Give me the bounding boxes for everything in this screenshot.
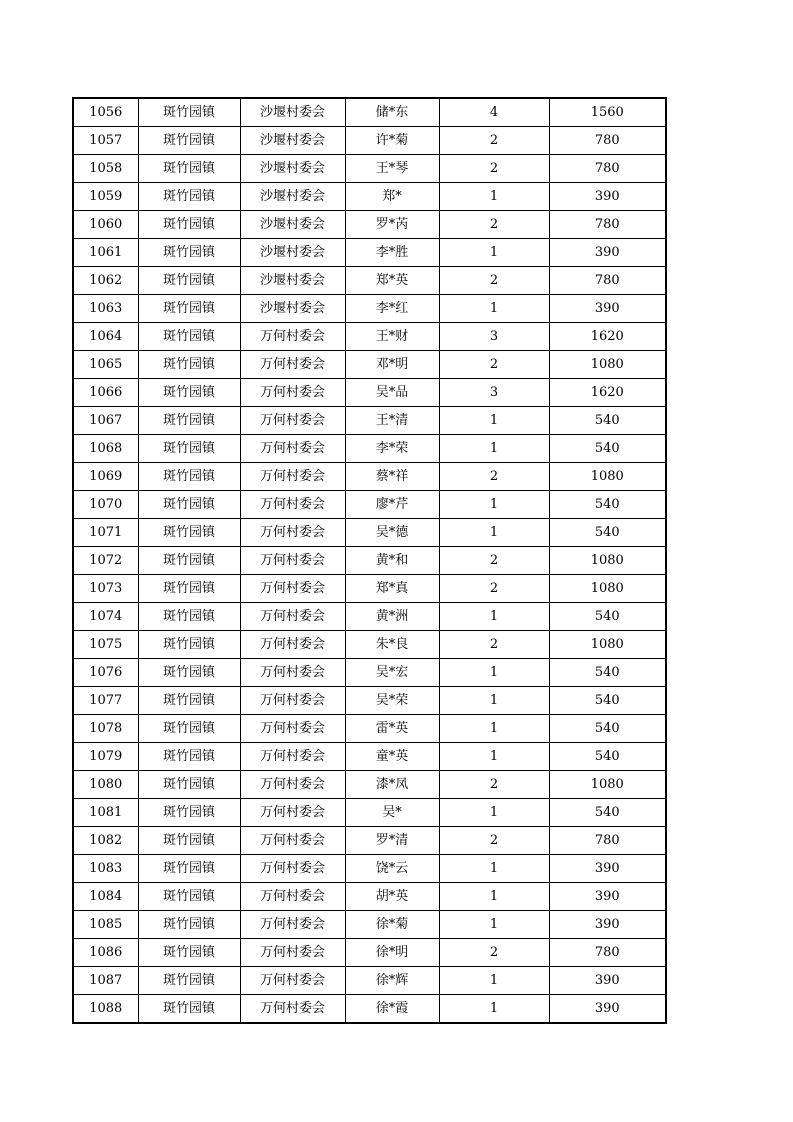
- count-cell: 1: [439, 603, 549, 631]
- record-number-cell: 1064: [73, 323, 138, 351]
- name-cell: 胡*英: [345, 883, 439, 911]
- amount-cell: 780: [549, 267, 666, 295]
- count-cell: 1: [439, 743, 549, 771]
- count-cell: 1: [439, 519, 549, 547]
- name-cell: 李*荣: [345, 435, 439, 463]
- amount-cell: 780: [549, 939, 666, 967]
- amount-cell: 540: [549, 715, 666, 743]
- village-committee-cell: 沙堰村委会: [240, 239, 345, 267]
- amount-cell: 390: [549, 295, 666, 323]
- village-committee-cell: 万何村委会: [240, 687, 345, 715]
- name-cell: 黄*洲: [345, 603, 439, 631]
- amount-cell: 540: [549, 799, 666, 827]
- name-cell: 李*红: [345, 295, 439, 323]
- village-committee-cell: 万何村委会: [240, 603, 345, 631]
- village-committee-cell: 万何村委会: [240, 939, 345, 967]
- town-cell: 斑竹园镇: [138, 155, 240, 183]
- record-number-cell: 1056: [73, 98, 138, 127]
- town-cell: 斑竹园镇: [138, 351, 240, 379]
- town-cell: 斑竹园镇: [138, 799, 240, 827]
- count-cell: 2: [439, 771, 549, 799]
- name-cell: 蔡*祥: [345, 463, 439, 491]
- amount-cell: 540: [549, 603, 666, 631]
- record-number-cell: 1077: [73, 687, 138, 715]
- village-committee-cell: 沙堰村委会: [240, 98, 345, 127]
- town-cell: 斑竹园镇: [138, 827, 240, 855]
- town-cell: 斑竹园镇: [138, 127, 240, 155]
- amount-cell: 780: [549, 155, 666, 183]
- amount-cell: 1080: [549, 547, 666, 575]
- town-cell: 斑竹园镇: [138, 939, 240, 967]
- table-row: [73, 827, 666, 855]
- record-number-cell: 1088: [73, 995, 138, 1024]
- village-committee-cell: 万何村委会: [240, 575, 345, 603]
- village-committee-cell: 万何村委会: [240, 435, 345, 463]
- town-cell: 斑竹园镇: [138, 463, 240, 491]
- record-number-cell: 1084: [73, 883, 138, 911]
- amount-cell: 390: [549, 183, 666, 211]
- name-cell: 廖*芹: [345, 491, 439, 519]
- amount-cell: 540: [549, 519, 666, 547]
- amount-cell: 540: [549, 687, 666, 715]
- table-row: [73, 575, 666, 603]
- town-cell: 斑竹园镇: [138, 911, 240, 939]
- table-body: [73, 98, 666, 1023]
- table-row: [73, 631, 666, 659]
- count-cell: 1: [439, 855, 549, 883]
- table-row: [73, 939, 666, 967]
- table-row: [73, 771, 666, 799]
- table-row: [73, 995, 666, 1024]
- town-cell: 斑竹园镇: [138, 295, 240, 323]
- village-committee-cell: 沙堰村委会: [240, 267, 345, 295]
- count-cell: 1: [439, 799, 549, 827]
- village-committee-cell: 万何村委会: [240, 463, 345, 491]
- name-cell: 罗*芮: [345, 211, 439, 239]
- name-cell: 邓*明: [345, 351, 439, 379]
- table-row: [73, 967, 666, 995]
- table-row: [73, 911, 666, 939]
- record-number-cell: 1068: [73, 435, 138, 463]
- town-cell: 斑竹园镇: [138, 659, 240, 687]
- table-row: [73, 519, 666, 547]
- count-cell: 2: [439, 155, 549, 183]
- town-cell: 斑竹园镇: [138, 771, 240, 799]
- record-number-cell: 1067: [73, 407, 138, 435]
- name-cell: 郑*真: [345, 575, 439, 603]
- data-table: [72, 97, 667, 1024]
- village-committee-cell: 万何村委会: [240, 967, 345, 995]
- amount-cell: 1620: [549, 323, 666, 351]
- village-committee-cell: 万何村委会: [240, 519, 345, 547]
- town-cell: 斑竹园镇: [138, 239, 240, 267]
- count-cell: 4: [439, 98, 549, 127]
- count-cell: 1: [439, 883, 549, 911]
- count-cell: 2: [439, 631, 549, 659]
- name-cell: 漆*凤: [345, 771, 439, 799]
- town-cell: 斑竹园镇: [138, 211, 240, 239]
- table-row: [73, 211, 666, 239]
- table-row: [73, 715, 666, 743]
- amount-cell: 390: [549, 239, 666, 267]
- count-cell: 1: [439, 295, 549, 323]
- town-cell: 斑竹园镇: [138, 547, 240, 575]
- amount-cell: 390: [549, 967, 666, 995]
- amount-cell: 540: [549, 743, 666, 771]
- record-number-cell: 1081: [73, 799, 138, 827]
- record-number-cell: 1080: [73, 771, 138, 799]
- village-committee-cell: 万何村委会: [240, 743, 345, 771]
- town-cell: 斑竹园镇: [138, 995, 240, 1024]
- name-cell: 雷*英: [345, 715, 439, 743]
- name-cell: 郑*英: [345, 267, 439, 295]
- table-row: [73, 379, 666, 407]
- table-row: [73, 323, 666, 351]
- village-committee-cell: 万何村委会: [240, 491, 345, 519]
- record-number-cell: 1082: [73, 827, 138, 855]
- amount-cell: 1080: [549, 463, 666, 491]
- name-cell: 李*胜: [345, 239, 439, 267]
- town-cell: 斑竹园镇: [138, 967, 240, 995]
- table-row: [73, 351, 666, 379]
- record-number-cell: 1071: [73, 519, 138, 547]
- name-cell: 罗*清: [345, 827, 439, 855]
- name-cell: 许*菊: [345, 127, 439, 155]
- count-cell: 3: [439, 379, 549, 407]
- village-committee-cell: 沙堰村委会: [240, 211, 345, 239]
- count-cell: 1: [439, 911, 549, 939]
- village-committee-cell: 万何村委会: [240, 351, 345, 379]
- village-committee-cell: 万何村委会: [240, 631, 345, 659]
- name-cell: 吴*品: [345, 379, 439, 407]
- village-committee-cell: 万何村委会: [240, 407, 345, 435]
- record-number-cell: 1061: [73, 239, 138, 267]
- town-cell: 斑竹园镇: [138, 631, 240, 659]
- name-cell: 徐*霞: [345, 995, 439, 1024]
- amount-cell: 390: [549, 911, 666, 939]
- village-committee-cell: 万何村委会: [240, 323, 345, 351]
- record-number-cell: 1059: [73, 183, 138, 211]
- record-number-cell: 1083: [73, 855, 138, 883]
- name-cell: 吴*: [345, 799, 439, 827]
- name-cell: 王*琴: [345, 155, 439, 183]
- town-cell: 斑竹园镇: [138, 267, 240, 295]
- name-cell: 储*东: [345, 98, 439, 127]
- name-cell: 徐*明: [345, 939, 439, 967]
- amount-cell: 1080: [549, 351, 666, 379]
- town-cell: 斑竹园镇: [138, 407, 240, 435]
- record-number-cell: 1086: [73, 939, 138, 967]
- table-row: [73, 407, 666, 435]
- record-number-cell: 1076: [73, 659, 138, 687]
- record-number-cell: 1065: [73, 351, 138, 379]
- town-cell: 斑竹园镇: [138, 183, 240, 211]
- amount-cell: 1080: [549, 575, 666, 603]
- village-committee-cell: 沙堰村委会: [240, 127, 345, 155]
- table-row: [73, 239, 666, 267]
- name-cell: 吴*德: [345, 519, 439, 547]
- amount-cell: 1620: [549, 379, 666, 407]
- count-cell: 2: [439, 267, 549, 295]
- count-cell: 1: [439, 715, 549, 743]
- amount-cell: 540: [549, 407, 666, 435]
- village-committee-cell: 万何村委会: [240, 883, 345, 911]
- name-cell: 黄*和: [345, 547, 439, 575]
- table-row: [73, 295, 666, 323]
- table-row: [73, 883, 666, 911]
- table-row: [73, 155, 666, 183]
- amount-cell: 780: [549, 211, 666, 239]
- town-cell: 斑竹园镇: [138, 519, 240, 547]
- amount-cell: 1560: [549, 98, 666, 127]
- record-number-cell: 1070: [73, 491, 138, 519]
- name-cell: 吴*宏: [345, 659, 439, 687]
- table-row: [73, 687, 666, 715]
- table-row: [73, 547, 666, 575]
- table-row: [73, 463, 666, 491]
- village-committee-cell: 万何村委会: [240, 911, 345, 939]
- town-cell: 斑竹园镇: [138, 687, 240, 715]
- village-committee-cell: 万何村委会: [240, 855, 345, 883]
- amount-cell: 540: [549, 659, 666, 687]
- record-number-cell: 1073: [73, 575, 138, 603]
- town-cell: 斑竹园镇: [138, 743, 240, 771]
- town-cell: 斑竹园镇: [138, 379, 240, 407]
- name-cell: 吴*荣: [345, 687, 439, 715]
- record-number-cell: 1072: [73, 547, 138, 575]
- village-committee-cell: 万何村委会: [240, 379, 345, 407]
- record-number-cell: 1058: [73, 155, 138, 183]
- table-row: [73, 98, 666, 127]
- table-row: [73, 603, 666, 631]
- town-cell: 斑竹园镇: [138, 323, 240, 351]
- record-number-cell: 1057: [73, 127, 138, 155]
- amount-cell: 1080: [549, 631, 666, 659]
- record-number-cell: 1085: [73, 911, 138, 939]
- count-cell: 3: [439, 323, 549, 351]
- amount-cell: 390: [549, 855, 666, 883]
- town-cell: 斑竹园镇: [138, 883, 240, 911]
- record-number-cell: 1063: [73, 295, 138, 323]
- count-cell: 2: [439, 127, 549, 155]
- count-cell: 1: [439, 687, 549, 715]
- count-cell: 1: [439, 407, 549, 435]
- village-committee-cell: 万何村委会: [240, 659, 345, 687]
- amount-cell: 780: [549, 827, 666, 855]
- table-row: [73, 855, 666, 883]
- table-row: [73, 183, 666, 211]
- count-cell: 2: [439, 547, 549, 575]
- village-committee-cell: 万何村委会: [240, 715, 345, 743]
- table-row: [73, 435, 666, 463]
- count-cell: 1: [439, 183, 549, 211]
- town-cell: 斑竹园镇: [138, 491, 240, 519]
- record-number-cell: 1078: [73, 715, 138, 743]
- count-cell: 2: [439, 575, 549, 603]
- town-cell: 斑竹园镇: [138, 98, 240, 127]
- town-cell: 斑竹园镇: [138, 603, 240, 631]
- count-cell: 2: [439, 351, 549, 379]
- name-cell: 王*清: [345, 407, 439, 435]
- record-number-cell: 1069: [73, 463, 138, 491]
- name-cell: 童*英: [345, 743, 439, 771]
- table-row: [73, 659, 666, 687]
- town-cell: 斑竹园镇: [138, 575, 240, 603]
- town-cell: 斑竹园镇: [138, 855, 240, 883]
- village-committee-cell: 万何村委会: [240, 771, 345, 799]
- village-committee-cell: 沙堰村委会: [240, 295, 345, 323]
- record-number-cell: 1074: [73, 603, 138, 631]
- table-row: [73, 127, 666, 155]
- count-cell: 1: [439, 659, 549, 687]
- table-row: [73, 267, 666, 295]
- name-cell: 徐*辉: [345, 967, 439, 995]
- amount-cell: 390: [549, 995, 666, 1024]
- record-number-cell: 1062: [73, 267, 138, 295]
- count-cell: 1: [439, 995, 549, 1024]
- count-cell: 2: [439, 827, 549, 855]
- amount-cell: 390: [549, 883, 666, 911]
- count-cell: 1: [439, 967, 549, 995]
- count-cell: 2: [439, 211, 549, 239]
- village-committee-cell: 万何村委会: [240, 827, 345, 855]
- town-cell: 斑竹园镇: [138, 715, 240, 743]
- record-number-cell: 1060: [73, 211, 138, 239]
- village-committee-cell: 沙堰村委会: [240, 183, 345, 211]
- village-committee-cell: 万何村委会: [240, 547, 345, 575]
- amount-cell: 540: [549, 491, 666, 519]
- count-cell: 1: [439, 435, 549, 463]
- count-cell: 2: [439, 463, 549, 491]
- record-number-cell: 1087: [73, 967, 138, 995]
- amount-cell: 540: [549, 435, 666, 463]
- record-number-cell: 1079: [73, 743, 138, 771]
- table-row: [73, 491, 666, 519]
- name-cell: 王*财: [345, 323, 439, 351]
- record-number-cell: 1075: [73, 631, 138, 659]
- count-cell: 2: [439, 939, 549, 967]
- name-cell: 郑*: [345, 183, 439, 211]
- name-cell: 饶*云: [345, 855, 439, 883]
- name-cell: 徐*菊: [345, 911, 439, 939]
- village-committee-cell: 沙堰村委会: [240, 155, 345, 183]
- village-committee-cell: 万何村委会: [240, 799, 345, 827]
- name-cell: 朱*良: [345, 631, 439, 659]
- count-cell: 1: [439, 239, 549, 267]
- table-row: [73, 799, 666, 827]
- town-cell: 斑竹园镇: [138, 435, 240, 463]
- village-committee-cell: 万何村委会: [240, 995, 345, 1024]
- count-cell: 1: [439, 491, 549, 519]
- table-row: [73, 743, 666, 771]
- amount-cell: 780: [549, 127, 666, 155]
- amount-cell: 1080: [549, 771, 666, 799]
- record-number-cell: 1066: [73, 379, 138, 407]
